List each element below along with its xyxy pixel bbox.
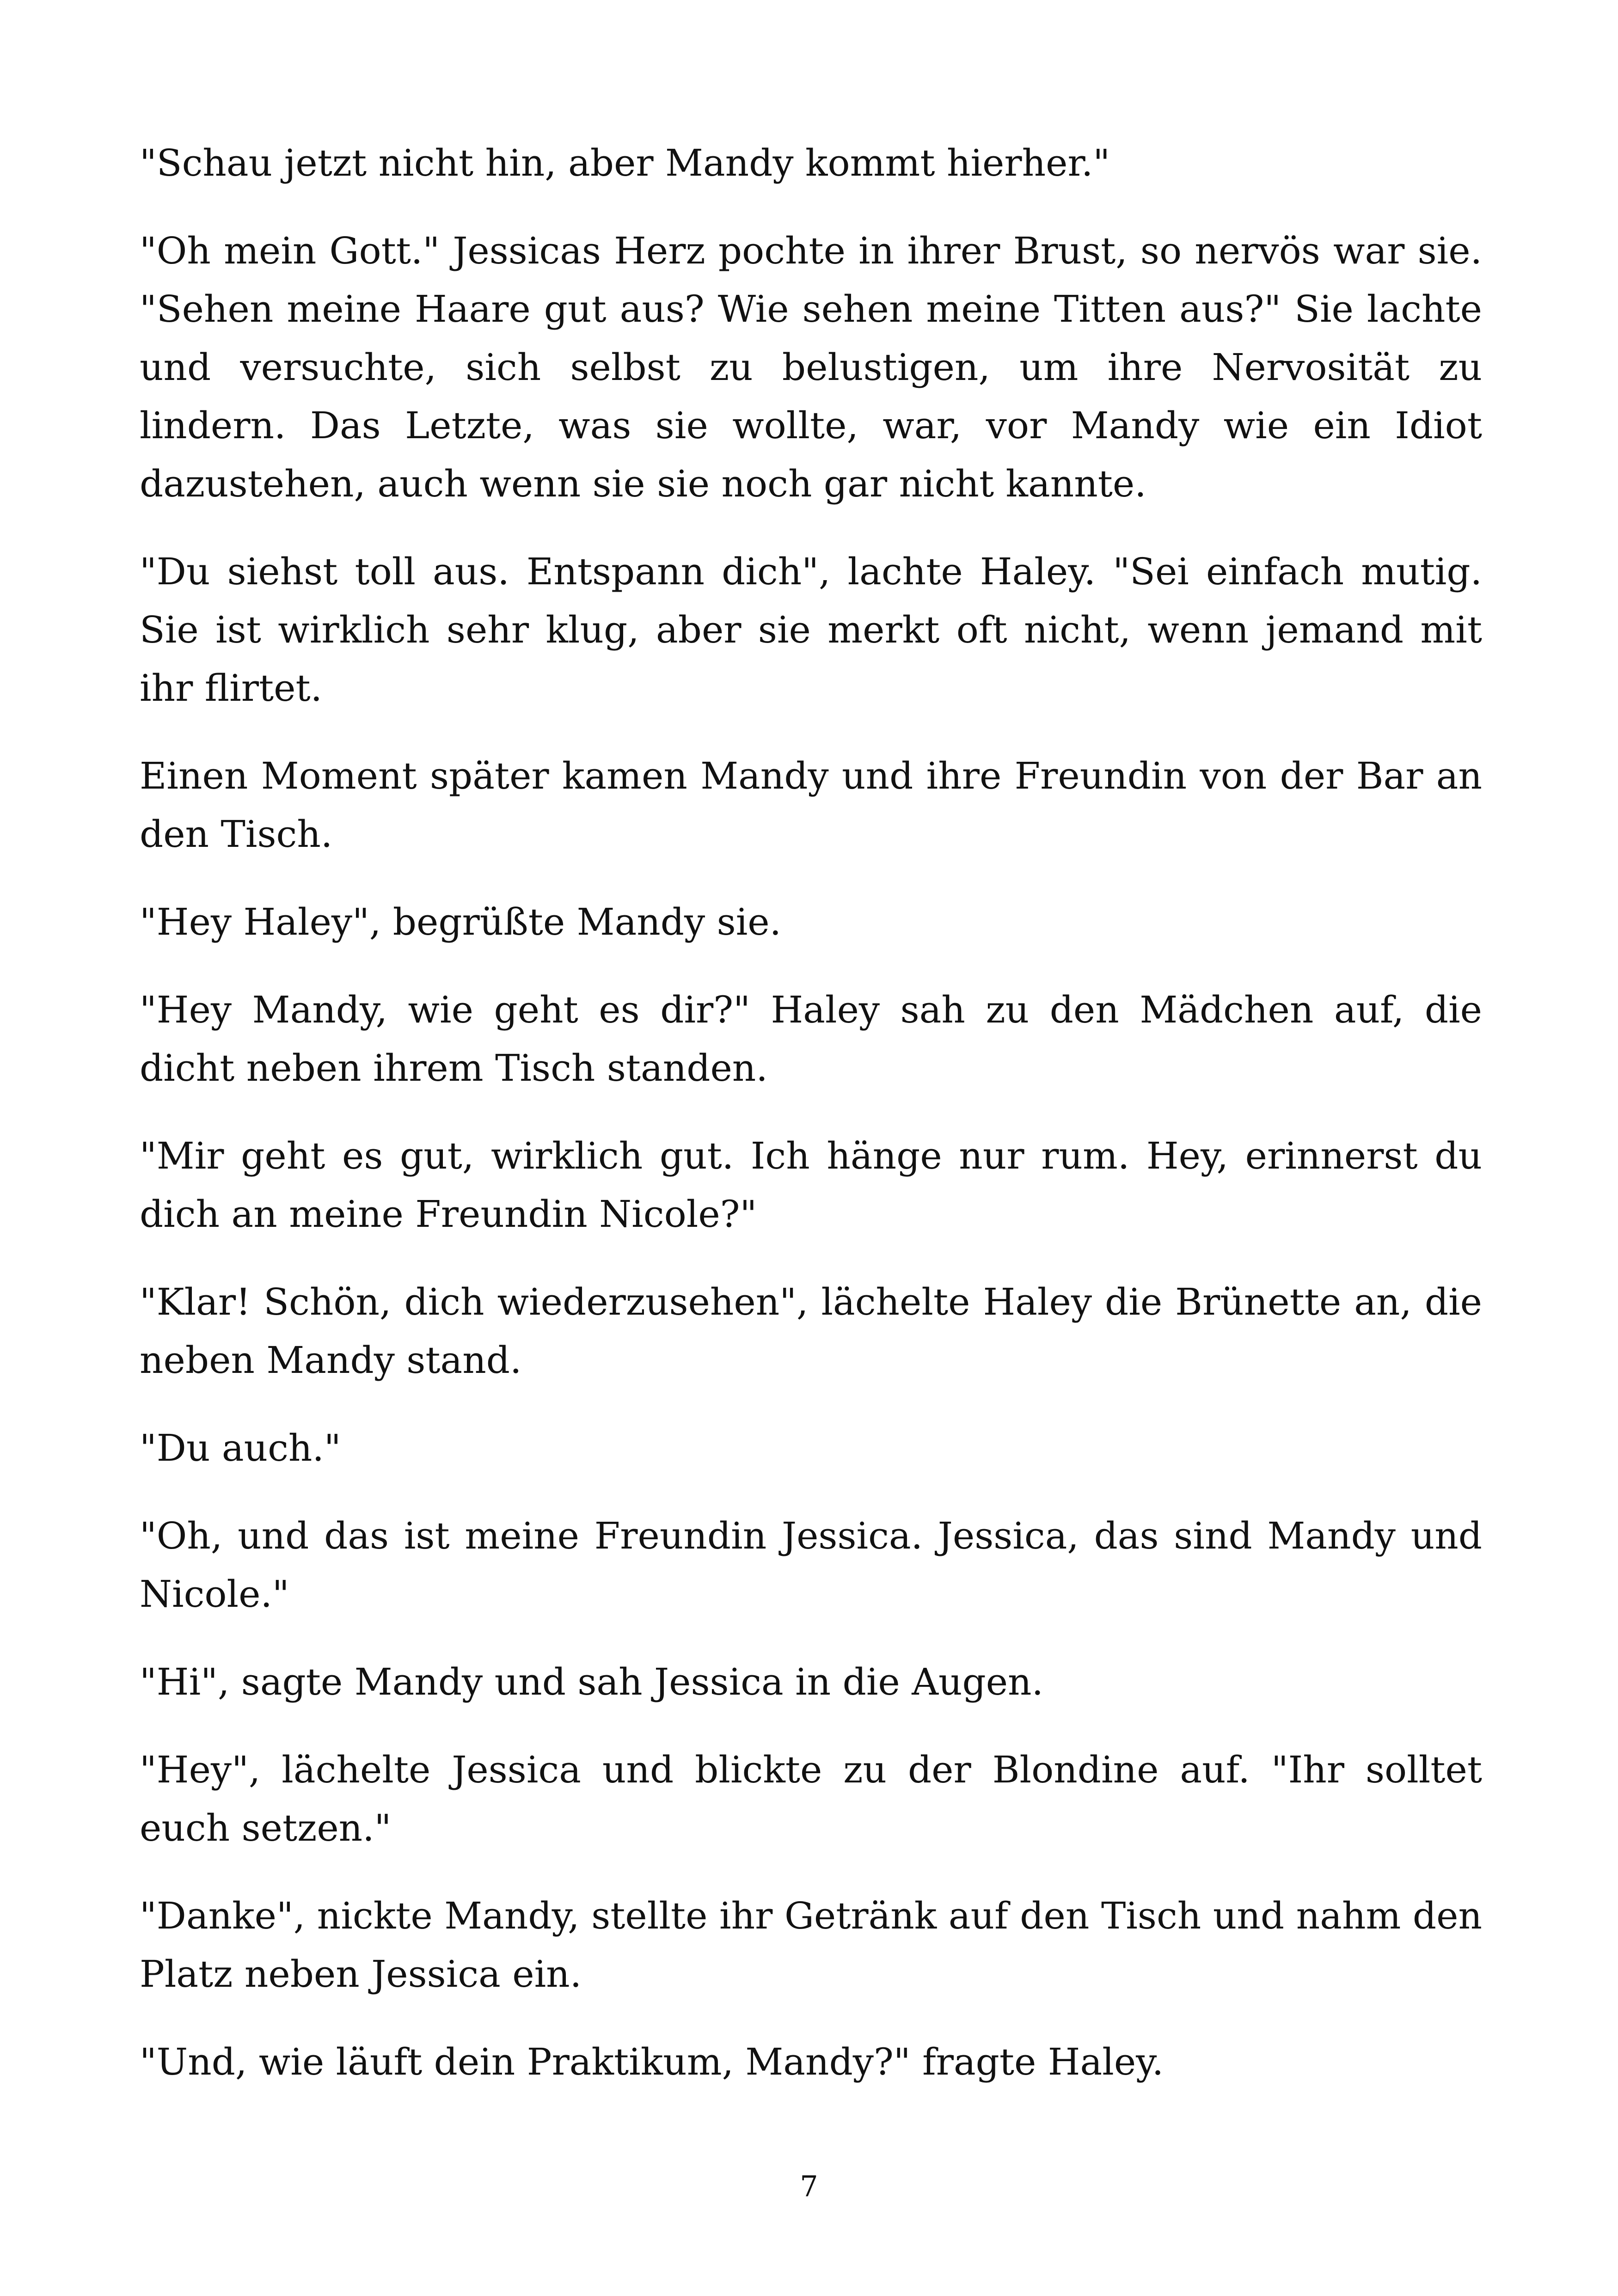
paragraph: "Du siehst toll aus. Entspann dich", lachte Haley. "Sei einfach mutig. Sie ist wirklich sehr klug, aber sie merkt oft nicht, wenn jemand mit ihr flirtet. [140,550,1482,710]
paragraph: "Danke", nickte Mandy, stellte ihr Getränk auf den Tisch und nahm den Platz neben Jessica ein. [140,1894,1482,1996]
paragraph: "Hi", sagte Mandy und sah Jessica in die Augen. [140,1660,1043,1703]
paragraph: "Mir geht es gut, wirklich gut. Ich hänge nur rum. Hey, erinnerst du dich an meine Freundin Nicole?" [140,1134,1482,1236]
body-text [140,134,1482,2121]
paragraph: "Du auch." [140,1427,341,1469]
paragraph: Einen Moment später kamen Mandy und ihre Freundin von der Bar an den Tisch. [140,754,1482,856]
paragraph: "Oh mein Gott." Jessicas Herz pochte in ihrer Brust, so nervös war sie. "Sehen meine Haare gut aus? Wie sehen meine Titten aus?" Sie lachte und versuchte, sich selbst zu belustigen, um ihre Nervosität zu lindern. Das Letzte, was sie wollte, war, vor Mandy wie ein Idiot dazustehen, auch wenn sie sie noch gar nicht kannte. [140,229,1482,505]
paragraph: "Hey Mandy, wie geht es dir?" Haley sah zu den Mädchen auf, die dicht neben ihrem Tisch standen. [140,988,1482,1090]
page-number: 7 [800,2169,818,2203]
paragraph: "Oh, und das ist meine Freundin Jessica. Jessica, das sind Mandy und Nicole." [140,1514,1482,1616]
paragraph: "Und, wie läuft dein Praktikum, Mandy?" fragte Haley. [140,2040,1164,2083]
paragraph: "Schau jetzt nicht hin, aber Mandy kommt hierher." [140,141,1110,184]
paragraph: "Hey Haley", begrüßte Mandy sie. [140,900,782,943]
paragraph: "Hey", lächelte Jessica und blickte zu der Blondine auf. "Ihr solltet euch setzen." [140,1748,1482,1849]
paragraph: "Klar! Schön, dich wiederzusehen", lächelte Haley die Brünette an, die neben Mandy stand. [140,1280,1482,1382]
